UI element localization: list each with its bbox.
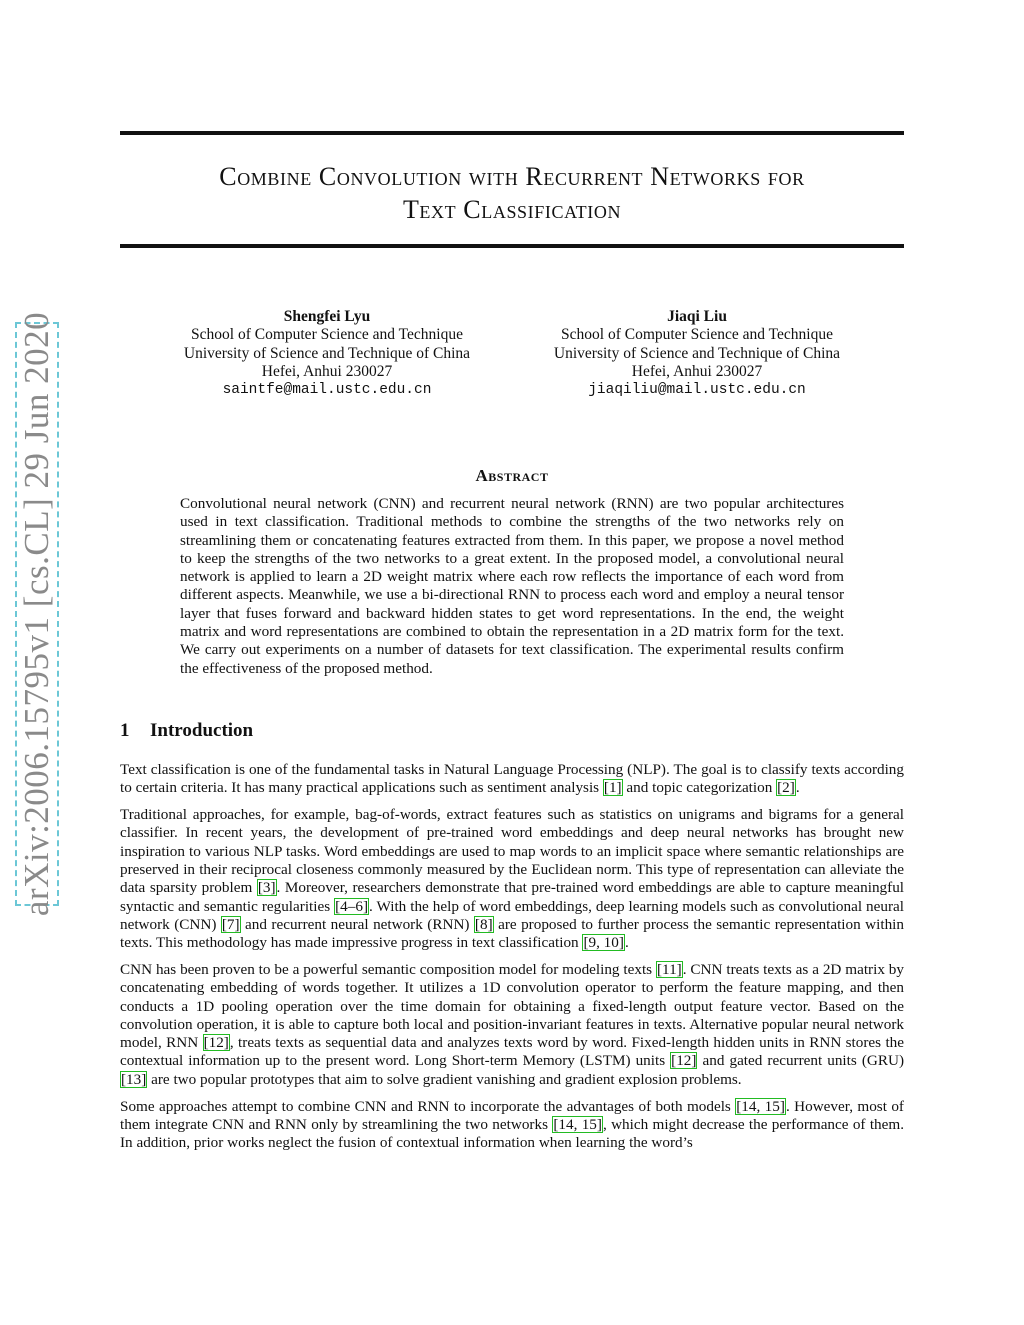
paragraph [120, 961, 904, 1089]
citation-link[interactable]: [7] [221, 915, 240, 933]
section-body [120, 761, 904, 1161]
text-run: . However, most of them integrate CNN and RNN only by streamlining the two networks [120, 1097, 904, 1133]
section-number: 1 [120, 720, 130, 741]
author-email[interactable]: jiaqiliu@mail.ustc.edu.cn [588, 382, 806, 399]
citation-link[interactable]: [14, 15] [736, 1097, 785, 1115]
author-block [527, 308, 867, 399]
citation-link[interactable]: [2] [777, 779, 795, 797]
citation-link[interactable]: [8] [474, 915, 493, 933]
author-block [157, 308, 497, 399]
abstract-text: Convolutional neural network (CNN) and recurrent neural network (RNN) are two popular architectures used in text classification. Traditional methods to combine the strengths of the two networks rely on streamlining them or concatenating features extracted from them. In this paper, we propose a novel method to keep the strengths of the two networks to a great extent. In the proposed model, a convolutional neural network is applied to learn a 2D weight matrix where each row reflects the importance of each word from different aspects. Meanwhile, we use a bi-directional RNN to process each word and employ a neural tensor layer that fuses forward and backward hidden states to get word representations. In the end, the weight matrix and word representations are combined to obtain the representation in a 2D matrix form for the text. We carry out experiments on a number of datasets for text classification. The experimental results confirm the effectiveness of the proposed method. [180, 495, 844, 677]
citation-link[interactable]: [13] [121, 1070, 147, 1088]
citation-link[interactable]: [4–6] [335, 897, 369, 915]
paragraph [120, 1098, 904, 1153]
citation-link[interactable]: [9, 10] [583, 934, 624, 952]
abstract-heading: Abstract [475, 466, 549, 485]
text-run: . With the help of word embeddings, deep learning models such as convolutional neural network (CNN) [120, 897, 904, 933]
section-heading [120, 720, 253, 742]
text-run: , treats texts as sequential data and analyzes texts word by word. Fixed-length hidden units in RNN stores the contextual information up to the present word. Long Short-term Memory (LSTM) units [120, 1034, 905, 1070]
title-rule-bottom [120, 244, 904, 248]
text-run: and topic categorization [622, 779, 777, 797]
text-run: . [624, 934, 629, 952]
text-run: Text classification is one of the fundamental tasks in Natural Language Processing (NLP). The goal is to classify texts according to certain criteria. It has many practical applications such as sentiment analysis [120, 761, 904, 797]
citation-link[interactable]: [11] [656, 960, 682, 978]
title-line-2: Text Classification [402, 195, 622, 224]
citation-link[interactable]: [3] [257, 879, 276, 897]
author-university: University of Science and Technique of China [553, 344, 841, 362]
title-rule-top [120, 131, 904, 135]
section-title: Introduction [150, 720, 254, 741]
paragraph [120, 761, 904, 798]
citation-link[interactable]: [12] [671, 1052, 697, 1070]
text-run: are two popular prototypes that aim to solve gradient vanishing and gradient explosion problems. [147, 1070, 742, 1088]
arxiv-stamp [15, 311, 63, 917]
text-run: . [795, 779, 800, 797]
author-department: School of Computer Science and Technique [561, 326, 833, 344]
text-run: are proposed to further process the semantic representation within texts. This methodology has made impressive progress in text classification [120, 915, 904, 952]
text-run: . Moreover, researchers demonstrate that pre-trained word embeddings are able to capture meaningful syntactic and semantic regularities [120, 879, 905, 915]
text-run: , which might decrease the performance of them. In addition, prior works neglect the fusion of contextual information when learning the word’s [120, 1115, 904, 1152]
text-run: CNN has been proven to be a powerful semantic composition model for modeling texts [120, 960, 656, 978]
text-run: . CNN treats texts as a 2D matrix by concatenating embedding of words together. It utilizes a 1D convolution operator to perform the feature mapping, and then conducts a 1D pooling operation over the time domain for obtaining a fixed-length output feature vector. Based on the convolution operation, it is able to capture both local and position-invariant features in texts. Alternative popular neural network model, RNN [120, 960, 904, 1052]
author-city: Hefei, Anhui 230027 [261, 362, 393, 380]
arxiv-identifier[interactable]: arXiv:2006.15795v1 [cs.CL] 29 Jun 2020 [17, 311, 56, 917]
author-university: University of Science and Technique of China [183, 344, 471, 362]
author-name: Jiaqi Liu [667, 308, 727, 325]
citation-link[interactable]: [14, 15] [553, 1115, 602, 1133]
author-city: Hefei, Anhui 230027 [631, 362, 763, 380]
text-run: Some approaches attempt to combine CNN and RNN to incorporate the advantages of both models [120, 1097, 736, 1115]
citation-link[interactable]: [1] [603, 779, 622, 797]
title-line-1: Combine Convolution with Recurrent Networks for [219, 162, 805, 191]
author-email[interactable]: saintfe@mail.ustc.edu.cn [222, 382, 432, 399]
text-run: and gated recurrent units (GRU) [697, 1052, 904, 1070]
citation-link[interactable]: [12] [203, 1034, 229, 1052]
text-run: and recurrent neural network (RNN) [240, 915, 474, 933]
author-name: Shengfei Lyu [283, 308, 371, 325]
text-run: Traditional approaches, for example, bag-of-words, extract features such as statistics on unigrams and bigrams for a general classifier. In recent years, the development of pre-trained word embeddings and deep neural networks has brought new inspiration to various NLP tasks. Word embeddings are used to map words to an implicit space where semantic relationships are preserved in their reciprocal closeness commonly measured by the Euclidean norm. This type of representation can alleviate the data sparsity problem [120, 806, 904, 897]
paragraph [120, 806, 904, 952]
paper-title [120, 160, 904, 226]
author-department: School of Computer Science and Technique [191, 326, 463, 344]
